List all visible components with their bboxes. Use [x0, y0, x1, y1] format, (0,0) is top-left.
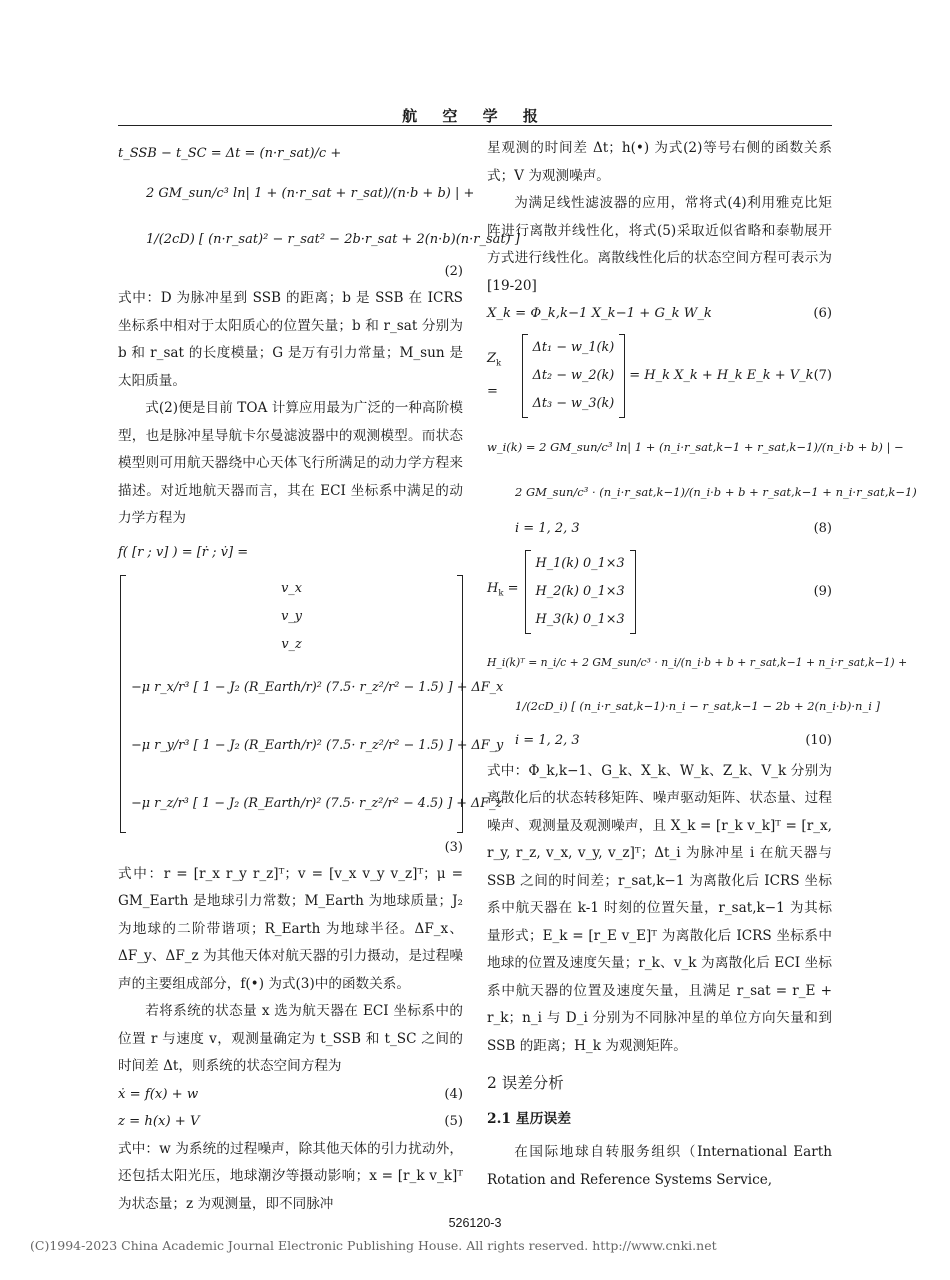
equation-4-number: (4)	[444, 1086, 463, 1102]
equation-3-matrix	[120, 575, 504, 833]
equation-7-number: (7)	[813, 367, 832, 383]
equation-5	[118, 1108, 463, 1136]
equation-2-line-3: 1/(2cD) [ (n·r_sat)² − r_sat² − 2b·r_sat + 2(n·b)(n·r_sat) ]	[146, 232, 520, 247]
matrix-row: v_x	[281, 580, 302, 596]
equation-3-lhs: f( [r ; v] ) = [ṙ ; v̇] =	[118, 544, 249, 560]
matrix-row: Δt₃ − w_3(k)	[532, 395, 615, 411]
equation-8-line-2: 2 GM_sun/c³ · (n_i·r_sat,k−1)/(n_i·b + b + r_sat,k−1 + n_i·r_sat,k−1)	[515, 484, 917, 499]
equation-2	[118, 139, 520, 283]
equation-5-number: (5)	[444, 1114, 463, 1129]
equation-5-text: z = h(x) + V	[118, 1114, 200, 1129]
page-number: 526120-3	[448, 1216, 502, 1230]
equation-10-line-3: i = 1, 2, 3	[515, 732, 580, 748]
paragraph: 星观测的时间差 Δt；h(•) 为式(2)等号右侧的函数关系式；V 为观测噪声。	[487, 140, 832, 184]
paragraph: 式中：r = [r_x r_y r_z]ᵀ；v = [v_x v_y v_z]ᵀ；μ = GM_Earth 是地球引力常数；M_Earth 为地球质量；J₂ 为地球的二阶带谐项；R_Earth 为地球半径。ΔF_x、ΔF_y、ΔF_z 为其他天体对航天器的引力摄动，是过程噪声的主要组成部分，f(•) 为式(3)中的函数关系。	[118, 865, 463, 992]
equation-10-line-2: 1/(2cD_i) [ (n_i·r_sat,k−1)·n_i − r_sat,k−1 − 2b + 2(n_i·b)·n_i ]	[515, 698, 881, 713]
equation-8	[487, 424, 917, 544]
equation-4	[118, 1081, 463, 1109]
left-column	[118, 135, 520, 1218]
equation-10-line-1: H_i(k)ᵀ = n_i/c + 2 GM_sun/c³ · n_i/(n_i·b + b + r_sat,k−1 + n_i·r_sat,k−1) +	[487, 655, 908, 669]
matrix-row: H_3(k) 0_1×3	[535, 611, 625, 627]
equation-7: $Z_k$ = Δt₁ − w_1(k) Δt₂ − w_2(k) Δt₃ − w_3(k) = H_k X_k + H_k E_k + V_k (7)	[487, 330, 832, 422]
matrix-row: Δt₁ − w_1(k)	[532, 339, 615, 355]
matrix-row: −μ r_y/r³ [ 1 − J₂ (R_Earth/r)² (7.5· r_z²/r² − 1.5) ] + ΔF_y	[131, 737, 504, 753]
equation-6-text: X_k = Φ_k,k−1 X_k−1 + G_k W_k	[487, 306, 712, 321]
matrix-row: v_z	[281, 636, 302, 652]
equation-6	[487, 300, 832, 328]
paragraph: 式中：D 为脉冲星到 SSB 的距离；b 是 SSB 在 ICRS 坐标系中相对于太阳质心的位置矢量；b 和 r_sat 分别为 b 和 r_sat 的长度模量；G 是万有引力常量；M_sun 是太阳质量。	[118, 290, 463, 389]
footer-copyright: (C)1994-2023 China Academic Journal Electronic Publishing House. All rights reserved. http://www.cnki.net	[30, 1238, 717, 1253]
equation-2-line-2: 2 GM_sun/c³ ln| 1 + (n·r_sat + r_sat)/(n·b + b) | +	[146, 186, 475, 201]
right-column	[487, 135, 917, 1194]
equation-10-number: (10)	[805, 732, 832, 748]
equation-8-number: (8)	[813, 520, 832, 536]
equation-9-matrix	[525, 550, 636, 634]
section-heading: 2 误差分析	[487, 1074, 564, 1092]
paragraph: 为满足线性滤波器的应用，常将式(4)利用雅克比矩阵进行离散并线性化，将式(5)采取近似省略和泰勒展开方式进行线性化。离散线性化后的状态空间方程可表示为[19-20]	[487, 195, 832, 294]
matrix-row: Δt₂ − w_2(k)	[532, 367, 615, 383]
matrix-row: −μ r_z/r³ [ 1 − J₂ (R_Earth/r)² (7.5· r_z²/r² − 4.5) ] + ΔF_z	[131, 795, 503, 811]
equation-4-text: ẋ = f(x) + w	[118, 1086, 199, 1102]
paragraph: 式中：Φ_k,k−1、G_k、X_k、W_k、Z_k、V_k 分别为离散化后的状态转移矩阵、噪声驱动矩阵、状态量、过程噪声、观测量及观测噪声，且 X_k = [r_k v_k]ᵀ = [r_x, r_y, r_z, v_x, v_y, v_z]ᵀ；Δt_i 为脉冲星 i 在航天器与 SSB 之间的时间差；r_sat,k−1 为离散化后 ICRS 坐标系中航天器在 k-1 时刻的位置矢量，r_sat,k−1 为其标量形式；E_k = [r_E v_E]ᵀ 为离散化后 ICRS 坐标系中地球的位置及速度矢量；r_k、v_k 为离散化后 ECI 坐标系中航天器的位置及速度矢量，且满足 r_sat = r_E + r_k；n_i 与 D_i 分别为不同脉冲星的单位方向矢量和到 SSB 的距离；H_k 为观测矩阵。	[487, 762, 832, 1054]
equation-2-line-1: t_SSB − t_SC = Δt = (n·r_sat)/c +	[118, 146, 342, 161]
equation-3-number: (3)	[444, 839, 463, 855]
matrix-row: H_1(k) 0_1×3	[535, 555, 625, 571]
journal-title: 航 空 学 报	[402, 107, 548, 125]
matrix-row: H_2(k) 0_1×3	[535, 583, 625, 599]
subsection-heading: 2.1 星历误差	[487, 1110, 571, 1127]
paragraph: 式中：w 为系统的过程噪声，除其他天体的引力扰动外，还包括太阳光压，地球潮汐等摄动影响；x = [r_k v_k]ᵀ 为状态量；z 为观测量，即不同脉冲	[118, 1140, 463, 1212]
header-rule	[118, 125, 832, 126]
matrix-row: −μ r_x/r³ [ 1 − J₂ (R_Earth/r)² (7.5· r_z²/r² − 1.5) ] + ΔF_x	[131, 679, 504, 695]
equation-2-number: (2)	[444, 264, 463, 279]
paragraph: 若将系统的状态量 x 选为航天器在 ECI 坐标系中的位置 r 与速度 v，观测量确定为 t_SSB 和 t_SC 之间的时间差 Δt，则系统的状态空间方程为	[118, 1003, 463, 1074]
paragraph: 式(2)便是目前 TOA 计算应用最为广泛的一种高阶模型，也是脉冲星导航卡尔曼滤波器中的观测模型。而状态模型则可用航天器绕中心天体飞行所满足的动力学方程来描述。对近地航天器而言，其在 ECI 坐标系中满足的动力学方程为	[118, 400, 463, 526]
equation-8-line-1: w_i(k) = 2 GM_sun/c³ ln| 1 + (n_i·r_sat,k−1 + r_sat,k−1)/(n_i·b + b) | −	[487, 439, 904, 454]
equation-9-number: (9)	[813, 583, 832, 599]
equation-7-matrix	[522, 334, 626, 418]
equation-3	[118, 535, 504, 859]
equation-7-rhs: = H_k X_k + H_k E_k + V_k	[629, 367, 814, 383]
equation-6-number: (6)	[813, 306, 832, 321]
equation-8-line-3: i = 1, 2, 3	[515, 520, 580, 536]
equation-10	[487, 640, 908, 756]
matrix-row: v_y	[281, 608, 302, 624]
paragraph: 在国际地球自转服务组织（International Earth Rotation and Reference Systems Service,	[487, 1144, 832, 1188]
equation-9: $H_k$ = H_1(k) 0_1×3 H_2(k) 0_1×3 H_3(k) 0_1×3 (9)	[487, 546, 832, 638]
